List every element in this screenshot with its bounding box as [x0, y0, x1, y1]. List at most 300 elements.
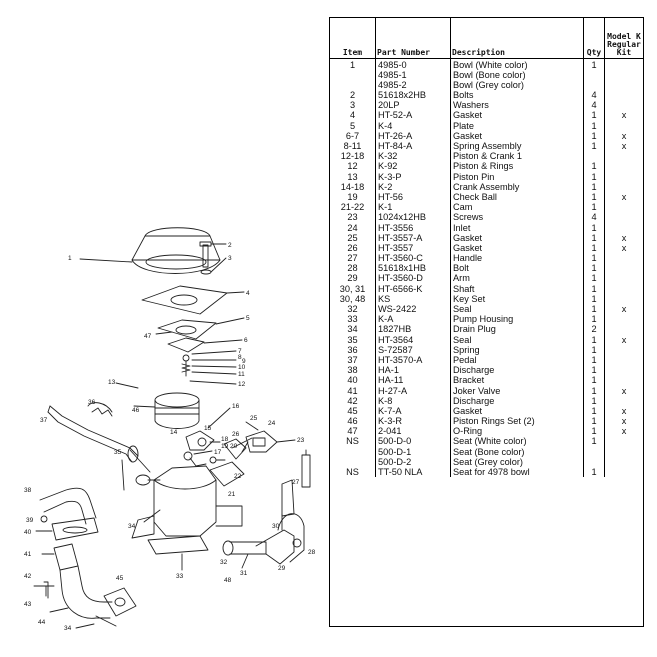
cell-part-number: 4985-1: [376, 70, 451, 80]
cell-description: Discharge: [451, 396, 584, 406]
callout-label: 4: [246, 290, 250, 297]
kit-header-line: Kit: [616, 47, 632, 57]
cell-qty: 2: [584, 324, 605, 334]
exploded-view-diagram: [20, 150, 330, 630]
table-row: [330, 386, 643, 396]
cell-kit: [605, 324, 644, 334]
cell-part-number: HA-1: [376, 365, 451, 375]
cell-description: Cam: [451, 202, 584, 212]
callout-label: 14: [170, 429, 178, 436]
callout-label: 5: [246, 315, 250, 322]
cell-qty: [584, 151, 605, 161]
cell-part-number: K-8: [376, 396, 451, 406]
plate-drawing: [156, 318, 244, 339]
callout-label: 30: [272, 523, 280, 530]
cell-part-number: HT-3557-A: [376, 233, 451, 243]
table-row: [330, 141, 643, 151]
cell-description: Bowl (Bone color): [451, 70, 584, 80]
cell-description: Key Set: [451, 294, 584, 304]
callout-label: 17: [214, 449, 222, 456]
cell-part-number: K-1: [376, 202, 451, 212]
cell-kit: [605, 58, 644, 70]
cell-part-number: HT-52-A: [376, 110, 451, 120]
cell-kit: [605, 70, 644, 80]
cell-part-number: K-2: [376, 182, 451, 192]
cell-part-number: HT-3570-A: [376, 355, 451, 365]
callout-label: 1: [68, 255, 72, 262]
cell-description: Seal: [451, 335, 584, 345]
table-row: [330, 151, 643, 161]
cell-kit: x: [605, 386, 644, 396]
cell-qty: [584, 80, 605, 90]
cell-item: 12-18: [340, 151, 365, 162]
cell-qty: 4: [584, 212, 605, 222]
cell-qty: 1: [584, 416, 605, 426]
column-header-part-number: Part Number: [376, 18, 451, 58]
callout-label: 28: [308, 549, 316, 556]
cell-item: 45: [347, 405, 358, 416]
cell-qty: 1: [584, 345, 605, 355]
cell-part-number: HT-26-A: [376, 131, 451, 141]
callout-label: 20: [230, 443, 238, 450]
callout-label: 42: [24, 573, 32, 580]
table-row: [330, 467, 643, 477]
cell-kit: x: [605, 406, 644, 416]
cell-item: 47: [347, 426, 358, 437]
cell-part-number: 500-D-0: [376, 436, 451, 446]
cell-qty: 1: [584, 172, 605, 182]
callout-label: 3: [228, 255, 232, 262]
cell-qty: 1: [584, 284, 605, 294]
cell-qty: 1: [584, 294, 605, 304]
cell-item: 14-18: [340, 181, 365, 192]
cell-description: Spring Assembly: [451, 141, 584, 151]
cell-item: 32: [347, 304, 358, 314]
cell-item: 27: [347, 253, 358, 264]
cell-item: 30, 31: [339, 283, 366, 294]
cell-item: 35: [347, 334, 358, 345]
kit-header-line: Regular: [607, 39, 641, 49]
table-row: [330, 182, 643, 192]
cell-description: Screws: [451, 212, 584, 222]
cell-item: 28: [347, 263, 358, 274]
cell-kit: x: [605, 233, 644, 243]
cell-kit: x: [605, 426, 644, 436]
cell-qty: 1: [584, 223, 605, 233]
callout-label: 13: [108, 379, 116, 386]
cell-part-number: K-32: [376, 151, 451, 161]
table-row: [330, 212, 643, 222]
cell-qty: 1: [584, 192, 605, 202]
cell-description: Pump Housing: [451, 314, 584, 324]
cell-description: Seat (Bone color): [451, 447, 584, 457]
cell-description: O-Ring: [451, 426, 584, 436]
callout-label: 39: [26, 517, 34, 524]
pedal-drawing: [48, 403, 150, 490]
cell-description: Piston Pin: [451, 172, 584, 182]
cell-item: NS: [346, 436, 359, 447]
cell-part-number: K-7-A: [376, 406, 451, 416]
cell-kit: [605, 396, 644, 406]
table-body: [330, 58, 643, 477]
cell-kit: x: [605, 141, 644, 151]
cell-item: 3: [349, 100, 356, 111]
column-header-item: Item: [330, 18, 376, 58]
cell-description: Gasket: [451, 110, 584, 120]
cell-qty: 1: [584, 233, 605, 243]
callout-label: 34: [64, 625, 72, 630]
cell-description: Seal: [451, 304, 584, 314]
cell-part-number: HT-6566-K: [376, 284, 451, 294]
cell-description: Bracket: [451, 375, 584, 385]
cell-kit: [605, 121, 644, 131]
cell-part-number: 51618x2HB: [376, 90, 451, 100]
cell-description: Drain Plug: [451, 324, 584, 334]
callout-label: 11: [238, 371, 245, 378]
cell-part-number: K-4: [376, 121, 451, 131]
cell-description: Bolts: [451, 90, 584, 100]
table-row: [330, 436, 643, 446]
callout-label: 10: [238, 364, 246, 371]
cell-item: 8-11: [343, 141, 362, 151]
table-row: [330, 314, 643, 324]
column-header-kit: [605, 18, 644, 58]
cell-item: 25: [347, 232, 358, 243]
cell-kit: [605, 161, 644, 171]
cell-description: Piston & Crank 1: [451, 151, 584, 161]
callout-label: 40: [24, 529, 32, 536]
table-row: [330, 233, 643, 243]
cell-item: [330, 80, 376, 90]
cell-kit: x: [605, 416, 644, 426]
cell-qty: [584, 447, 605, 457]
cell-qty: 1: [584, 263, 605, 273]
callout-label: 43: [24, 601, 32, 608]
cell-qty: 4: [584, 90, 605, 100]
table-row: [330, 90, 643, 100]
table-row: [330, 365, 643, 375]
cell-qty: 1: [584, 58, 605, 70]
cell-description: Gasket: [451, 131, 584, 141]
cell-kit: [605, 447, 644, 457]
cell-qty: 1: [584, 243, 605, 253]
callout-label: 18: [221, 436, 229, 443]
callout-labels: [24, 242, 316, 630]
parts-list-table: [329, 17, 644, 627]
callout-label: 41: [24, 551, 32, 558]
table-header: [330, 18, 643, 58]
cell-description: Seat (Grey color): [451, 457, 584, 467]
cell-qty: 1: [584, 365, 605, 375]
callout-label: 33: [176, 573, 184, 580]
cell-qty: 1: [584, 375, 605, 385]
cell-qty: 1: [584, 355, 605, 365]
cell-part-number: 4985-2: [376, 80, 451, 90]
cell-description: Piston & Rings: [451, 161, 584, 171]
cell-item: 1: [349, 59, 356, 70]
table-row: [330, 80, 643, 90]
callout-label: 16: [232, 403, 240, 410]
cell-description: Bowl (Grey color): [451, 80, 584, 90]
cell-part-number: 500-D-2: [376, 457, 451, 467]
cell-item: 42: [347, 395, 358, 406]
table-row: [330, 202, 643, 212]
callout-label: 29: [278, 565, 286, 572]
cell-description: Gasket: [451, 243, 584, 253]
cell-qty: 1: [584, 386, 605, 396]
cell-part-number: 1827HB: [376, 324, 451, 334]
callout-label: 46: [132, 407, 140, 414]
callout-label: 26: [232, 431, 240, 438]
cell-kit: [605, 212, 644, 222]
table-row: [330, 375, 643, 385]
cell-part-number: 2-041: [376, 426, 451, 436]
cell-qty: 4: [584, 100, 605, 110]
cell-kit: [605, 365, 644, 375]
cell-kit: x: [605, 192, 644, 202]
table-row: [330, 70, 643, 80]
cell-part-number: HT-56: [376, 192, 451, 202]
cell-item: 34: [347, 324, 358, 335]
cell-qty: 1: [584, 110, 605, 120]
callout-label: 22: [234, 473, 242, 480]
cell-description: Handle: [451, 253, 584, 263]
handle-drawing: [302, 450, 310, 487]
table-row: [330, 355, 643, 365]
bolt-drawing: [200, 242, 226, 274]
inlet-drawing: [210, 422, 295, 486]
cell-item: 41: [347, 385, 358, 396]
cell-kit: [605, 375, 644, 385]
cell-item: 30, 48: [339, 293, 366, 304]
cell-kit: [605, 172, 644, 182]
cell-part-number: HA-11: [376, 375, 451, 385]
cell-item: 21-22: [340, 202, 365, 213]
spring-assembly-drawing: [168, 338, 242, 376]
cell-kit: [605, 80, 644, 90]
cell-item: 13: [347, 171, 358, 182]
cell-qty: 1: [584, 436, 605, 446]
callout-label: 23: [297, 437, 305, 444]
cell-description: Bolt: [451, 263, 584, 273]
cell-part-number: 20LP: [376, 100, 451, 110]
cell-kit: [605, 273, 644, 283]
cell-part-number: HT-3560-C: [376, 253, 451, 263]
table-row: [330, 304, 643, 314]
table-row: [330, 223, 643, 233]
cell-part-number: K-92: [376, 161, 451, 171]
cell-part-number: S-72587: [376, 345, 451, 355]
callout-label: 19: [221, 443, 229, 450]
cell-part-number: K-3-R: [376, 416, 451, 426]
callout-label: 25: [250, 415, 258, 422]
cell-item: 37: [347, 354, 358, 365]
table-row: [330, 284, 643, 294]
cell-kit: x: [605, 335, 644, 345]
exploded-view-drawing: [20, 150, 330, 630]
cell-part-number: HT-3560-D: [376, 273, 451, 283]
cell-description: Seat (White color): [451, 436, 584, 446]
callout-label: 6: [244, 337, 248, 344]
cell-qty: [584, 70, 605, 80]
cell-item: [330, 447, 376, 457]
table-row: [330, 406, 643, 416]
cell-item: 4: [349, 110, 356, 121]
table-row: [330, 243, 643, 253]
table-row: [330, 110, 643, 120]
cell-qty: 1: [584, 396, 605, 406]
cell-part-number: 500-D-1: [376, 447, 451, 457]
table-row: [330, 426, 643, 436]
cell-description: Spring: [451, 345, 584, 355]
cell-qty: 1: [584, 273, 605, 283]
cell-kit: x: [605, 243, 644, 253]
cell-kit: [605, 253, 644, 263]
cell-kit: [605, 100, 644, 110]
callout-label: 34: [128, 523, 136, 530]
cell-qty: [584, 457, 605, 467]
cell-part-number: K-3-P: [376, 172, 451, 182]
callout-label: 35: [114, 449, 122, 456]
cell-item: 23: [347, 212, 358, 223]
cell-description: Seat for 4978 bowl: [451, 467, 584, 477]
table-row: [330, 416, 643, 426]
table-row: [330, 273, 643, 283]
callout-label: 15: [204, 425, 212, 432]
cell-description: Check Ball: [451, 192, 584, 202]
table-row: [330, 58, 643, 70]
table-row: [330, 345, 643, 355]
cell-kit: [605, 182, 644, 192]
cell-qty: 1: [584, 182, 605, 192]
cell-qty: 1: [584, 131, 605, 141]
cell-description: Piston Rings Set (2): [451, 416, 584, 426]
cell-item: 5: [349, 120, 356, 131]
table-row: [330, 192, 643, 202]
cell-kit: [605, 457, 644, 467]
callout-label: 8: [238, 354, 242, 361]
column-header-description: Description: [451, 18, 584, 58]
cell-kit: [605, 355, 644, 365]
cell-item: 38: [347, 365, 358, 376]
callout-label: 21: [228, 491, 236, 498]
callout-label: 7: [238, 348, 242, 355]
cell-item: 36: [347, 344, 358, 355]
table-row: [330, 263, 643, 273]
cell-part-number: HT-3556: [376, 223, 451, 233]
cell-qty: 1: [584, 304, 605, 314]
cell-part-number: HT-3557: [376, 243, 451, 253]
discharge-drawing: [34, 488, 136, 628]
cell-qty: 1: [584, 121, 605, 131]
cell-part-number: WS-2422: [376, 304, 451, 314]
cell-qty: 1: [584, 426, 605, 436]
cell-item: 6-7: [345, 130, 360, 141]
parts-table: [330, 18, 643, 477]
cell-part-number: 4985-0: [376, 58, 451, 70]
cell-kit: [605, 294, 644, 304]
cell-qty: 1: [584, 314, 605, 324]
table-row: [330, 253, 643, 263]
cell-kit: [605, 90, 644, 100]
cell-qty: 1: [584, 335, 605, 345]
callout-label: 9: [242, 358, 246, 365]
callout-label: 36: [88, 399, 96, 406]
callout-label: 31: [240, 570, 248, 577]
callout-label: 44: [38, 619, 46, 626]
cell-part-number: 51618x1HB: [376, 263, 451, 273]
cell-description: Gasket: [451, 233, 584, 243]
cell-item: 33: [347, 314, 358, 325]
column-header-qty: Qty: [584, 18, 605, 58]
table-row: [330, 324, 643, 334]
cell-description: Shaft: [451, 284, 584, 294]
cell-kit: x: [605, 304, 644, 314]
cell-kit: [605, 345, 644, 355]
piston-drawing: [116, 381, 236, 429]
cell-description: Discharge: [451, 365, 584, 375]
cell-item: 46: [347, 416, 358, 427]
table-row: [330, 172, 643, 182]
cell-description: Inlet: [451, 223, 584, 233]
cell-part-number: KS: [376, 294, 451, 304]
cell-description: Joker Valve: [451, 386, 584, 396]
cell-kit: [605, 314, 644, 324]
cell-description: Crank Assembly: [451, 182, 584, 192]
callout-label: 47: [144, 333, 152, 340]
table-row: [330, 161, 643, 171]
cell-kit: x: [605, 110, 644, 120]
cell-item: 26: [347, 242, 358, 253]
kit-header-line: Model K: [607, 31, 641, 41]
cell-item: [330, 70, 376, 80]
table-row: [330, 100, 643, 110]
cell-item: 19: [347, 191, 358, 202]
cell-description: Bowl (White color): [451, 58, 584, 70]
cell-kit: [605, 223, 644, 233]
cell-item: NS: [346, 467, 359, 477]
callout-label: 27: [292, 479, 300, 486]
cell-qty: 1: [584, 202, 605, 212]
callout-label: 2: [228, 242, 232, 249]
callout-label: 48: [224, 577, 232, 584]
cell-description: Washers: [451, 100, 584, 110]
callout-label: 37: [40, 417, 48, 424]
cell-part-number: H-27-A: [376, 386, 451, 396]
cell-part-number: HT-3564: [376, 335, 451, 345]
cell-item: 40: [347, 375, 358, 386]
cell-item: 24: [347, 222, 358, 233]
callout-label: 32: [220, 559, 228, 566]
callout-label: 12: [238, 381, 246, 388]
table-row: [330, 447, 643, 457]
table-row: [330, 294, 643, 304]
cell-description: Gasket: [451, 406, 584, 416]
cell-part-number: TT-50 NLA: [376, 467, 451, 477]
cell-qty: 1: [584, 141, 605, 151]
cell-qty: 1: [584, 406, 605, 416]
table-row: [330, 457, 643, 467]
cell-kit: [605, 151, 644, 161]
cell-kit: [605, 284, 644, 294]
cell-kit: [605, 436, 644, 446]
callout-label: 45: [116, 575, 124, 582]
cell-part-number: 1024x12HB: [376, 212, 451, 222]
cell-kit: [605, 263, 644, 273]
cell-qty: 1: [584, 253, 605, 263]
cell-kit: [605, 467, 644, 477]
cell-kit: x: [605, 131, 644, 141]
